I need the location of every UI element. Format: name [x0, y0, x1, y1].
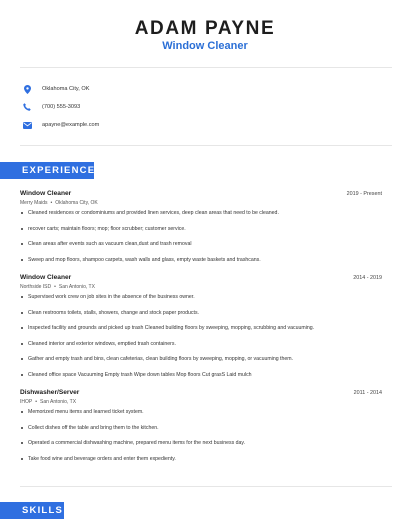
email-icon	[22, 120, 32, 130]
job-location: San Antonio, TX	[58, 284, 95, 290]
job-meta: Merry Maids • Oklahoma City, OK	[20, 200, 98, 206]
job-dates: 2019 - Present	[346, 191, 382, 197]
section-experience: EXPERIENCE	[0, 162, 94, 179]
bullet-item: Cleaned office space Vacuuming Empty trash Wipe down tables Mop floors Cut grasS Laid mulch	[20, 372, 382, 378]
contact-location	[22, 83, 89, 95]
job-bullets	[20, 409, 382, 462]
job-title: Window Cleaner	[20, 190, 72, 197]
job-title: Dishwasher/Server	[20, 389, 80, 396]
phone-text: (700) 555-3093	[42, 104, 81, 110]
location-pin-icon	[22, 84, 32, 94]
resume-role: Window Cleaner	[162, 40, 248, 52]
job-entry	[20, 274, 382, 378]
job-bullets	[20, 294, 382, 378]
job-company: Merry Maids	[20, 200, 48, 206]
job-meta: Northside ISD • San Antonio, TX	[20, 284, 95, 290]
phone-icon	[22, 102, 32, 112]
section-skills: SKILLS	[0, 502, 64, 519]
job-company: IHOP	[20, 399, 33, 405]
bullet-item: Take food wine and beverage orders and enter them expedienty.	[20, 456, 382, 462]
contact-divider	[20, 145, 392, 146]
bullet-item: Cleaned residences or condominiums and provided linen services, deep clean areas that need to be cleaned.	[20, 210, 382, 216]
bullet-item: Inspected facility and grounds and picked up trash Cleaned building floors by sweeping, mopping, scrubbing and vacuuming.	[20, 325, 382, 331]
bullet-item: recover carts; maintain floors; mop; floor scrubber; customer service.	[20, 226, 382, 232]
job-dates: 2014 - 2019	[353, 275, 382, 281]
bullet-item: Memorized menu items and learned ticket system.	[20, 409, 382, 415]
bullet-item: Operated a commercial dishwashing machine, prepared menu items for the next business day.	[20, 440, 382, 446]
resume-name: ADAM PAYNE	[134, 18, 276, 39]
bullet-item: Clean areas after events such as vacuum clean,dust and trash removal	[20, 241, 382, 247]
job-company: Northside ISD	[20, 284, 52, 290]
job-meta: IHOP • San Antonio, TX	[20, 399, 77, 405]
experience-divider	[20, 486, 392, 487]
header-divider	[20, 67, 392, 68]
job-entry	[20, 190, 382, 263]
bullet-item: Supervised work crew on job sites in the absence of the business owner.	[20, 294, 382, 300]
job-location: Oklahoma City, OK	[55, 200, 98, 206]
bullet-item: Clean restrooms toilets, stalls, showers, change and stock paper products.	[20, 310, 382, 316]
job-dates: 2011 - 2014	[353, 390, 382, 396]
job-bullets	[20, 210, 382, 263]
bullet-item: Cleaned interior and exterior windows, emptied trash containers.	[20, 341, 382, 347]
contact-email	[22, 119, 99, 131]
bullet-item: Sweep and mop floors, shampoo carpets, wash walls and glass, empty waste baskets and trashcans.	[20, 257, 382, 263]
location-text: Oklahoma City, OK	[42, 86, 90, 92]
bullet-item: Gather and empty trash and bins, clean cafeterias, clean building floors by sweeping, mopping, or vacuuming them.	[20, 356, 382, 362]
bullet-item: Collect dishes off the table and bring them to the kitchen.	[20, 425, 382, 431]
job-title: Window Cleaner	[20, 274, 72, 281]
job-entry	[20, 389, 382, 462]
email-text: apayne@example.com	[42, 122, 100, 128]
job-location: San Antonio, TX	[40, 399, 77, 405]
contact-phone	[22, 101, 80, 113]
